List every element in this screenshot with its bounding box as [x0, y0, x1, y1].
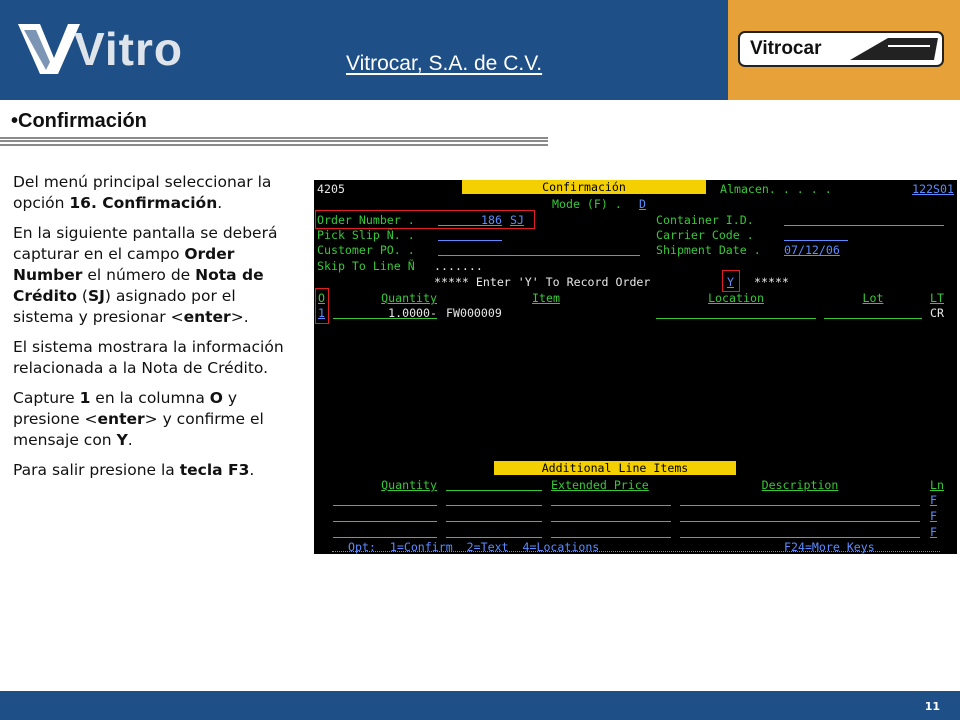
add-row-ln[interactable]: F — [930, 509, 937, 523]
screen-title: Confirmación — [462, 180, 706, 194]
order-type-field[interactable]: SJ — [510, 213, 524, 227]
text: Capture — [13, 389, 80, 407]
add-row-price[interactable] — [551, 525, 671, 538]
additional-items-title: Additional Line Items — [494, 461, 736, 475]
add-row-field[interactable] — [446, 509, 542, 522]
text: . — [249, 461, 255, 479]
mode-label: Mode (F) . — [552, 197, 622, 211]
add-row-price[interactable] — [551, 509, 671, 522]
col-item-header: Item — [532, 291, 560, 305]
row-location — [656, 306, 816, 319]
pick-slip-field[interactable] — [438, 228, 502, 241]
bold-text: 1 — [79, 389, 91, 407]
order-number-field[interactable]: 186 — [481, 213, 502, 227]
text: y presione < — [13, 389, 238, 428]
pick-slip-label: Pick Slip Ñ. . — [317, 228, 415, 242]
order-number-highlight — [315, 210, 535, 229]
add-row-description[interactable] — [680, 509, 920, 522]
title-divider — [0, 137, 548, 146]
bold-text: O — [209, 389, 223, 407]
page-number: 11 — [924, 700, 940, 713]
text: > y confirme el mensaje con — [13, 410, 264, 449]
add-header-gap — [446, 478, 542, 491]
bold-text: SJ — [87, 287, 105, 305]
footer-bar — [0, 691, 960, 720]
add-ext-price-header: Extended Price — [551, 478, 649, 492]
add-row-quantity[interactable] — [333, 509, 437, 522]
col-lot-header: Lot — [862, 291, 884, 305]
add-row-price[interactable] — [551, 493, 671, 506]
text: Del menú principal seleccionar la opción — [13, 173, 272, 212]
section-title: •Confirmación — [11, 110, 147, 132]
col-location-header: Location — [708, 291, 764, 305]
screen-code: 4205 — [317, 182, 345, 196]
vitro-logo-text: Vitro — [74, 23, 183, 75]
shipment-label: Shipment Date . — [656, 243, 761, 257]
almacen-value: 122S01 — [912, 182, 954, 196]
text: ( — [77, 287, 88, 305]
bold-text: enter — [97, 410, 145, 428]
row-lt: CR — [930, 306, 944, 320]
order-number-label: Order Number . — [317, 213, 415, 227]
customer-po-field[interactable] — [438, 243, 640, 256]
confirm-prompt-end: ***** — [754, 275, 789, 289]
shipment-field[interactable]: 07/12/06 — [784, 243, 840, 257]
add-row-ln[interactable]: F — [930, 525, 937, 539]
add-description-header: Description — [761, 478, 839, 492]
instruction-4 — [13, 388, 293, 451]
row-item: FW000009 — [446, 306, 502, 320]
add-row-field[interactable] — [446, 493, 542, 506]
row-quantity: 1.0000- — [388, 306, 437, 320]
vitro-logo — [14, 18, 194, 80]
instruction-5 — [13, 460, 293, 481]
options-legend: Opt: 1=Confirm 2=Text 4=Locations — [348, 540, 600, 554]
vitrocar-badge-text: Vitrocar — [750, 38, 822, 59]
instructions — [13, 172, 293, 490]
skip-line-label: Skip To Line Ñ — [317, 259, 415, 273]
add-row-description[interactable] — [680, 493, 920, 506]
text: el número de — [82, 266, 196, 284]
col-o-header: O — [318, 291, 325, 305]
add-row-description[interactable] — [680, 525, 920, 538]
container-field[interactable] — [784, 213, 944, 226]
skip-line-dots: ....... — [434, 259, 483, 273]
confirm-field[interactable]: Y — [727, 275, 734, 289]
text: Para salir presione la — [13, 461, 180, 479]
text: . — [127, 431, 133, 449]
vitrocar-badge — [738, 28, 944, 72]
confirm-highlight — [722, 270, 740, 292]
text: . — [217, 194, 223, 212]
bold-text: Nota de Crédito — [13, 266, 264, 305]
instruction-1 — [13, 172, 293, 214]
vitrocar-panel — [728, 0, 960, 100]
instruction-3: El sistema mostrara la información relacionada a la Nota de Crédito. — [13, 338, 284, 377]
carrier-field[interactable] — [784, 228, 848, 241]
add-row-quantity[interactable] — [333, 493, 437, 506]
add-row-quantity[interactable] — [333, 525, 437, 538]
row-lot — [824, 306, 922, 319]
add-row-ln[interactable]: F — [930, 493, 937, 507]
text: en la columna — [90, 389, 210, 407]
instruction-2 — [13, 223, 293, 328]
text: >. — [230, 308, 249, 326]
bold-text: tecla F3 — [179, 461, 250, 479]
col-lt-header: LT — [930, 291, 944, 305]
bold-text: enter — [183, 308, 231, 326]
option-highlight — [315, 288, 329, 324]
company-name: Vitrocar, S.A. de C.V. — [346, 52, 543, 75]
container-label: Container I.D. — [656, 213, 754, 227]
header-bar — [0, 0, 960, 100]
carrier-label: Carrier Code . — [656, 228, 754, 242]
mode-field[interactable]: D — [639, 197, 646, 211]
add-quantity-header: Quantity — [381, 478, 437, 492]
bold-text: Y — [116, 431, 128, 449]
more-keys-legend: F24=More Keys — [784, 540, 875, 554]
add-ln-header: Ln — [930, 478, 944, 492]
bold-text: Order Number — [13, 245, 235, 284]
customer-po-label: Customer PO. . — [317, 243, 415, 257]
col-quantity-header: Quantity — [381, 291, 437, 305]
confirm-prompt: ***** Enter 'Y' To Record Order — [434, 275, 651, 289]
terminal-screen — [314, 180, 957, 554]
text: En la siguiente pantalla se deberá capturar en el campo — [13, 224, 278, 263]
add-row-field[interactable] — [446, 525, 542, 538]
bold-text: 16. Confirmación — [69, 194, 218, 212]
almacen-label: Almacen. . . . . — [720, 182, 832, 196]
bottom-dots — [332, 551, 940, 552]
text: ) asignado por el sistema y presionar < — [13, 287, 236, 326]
row-option-field[interactable]: 1 — [318, 306, 325, 320]
